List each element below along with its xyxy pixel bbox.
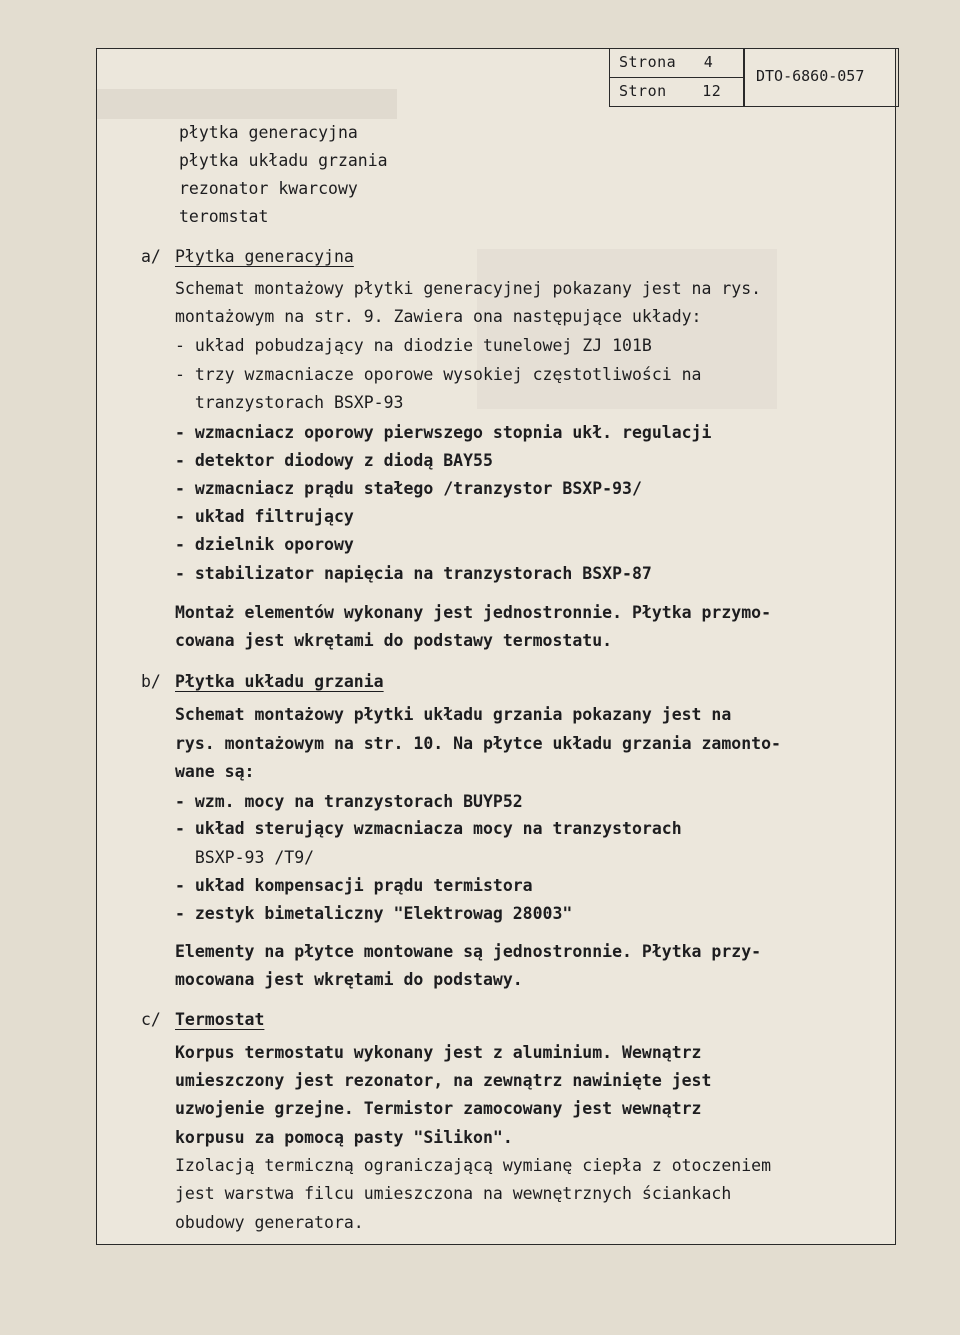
page-number: 4 xyxy=(703,53,714,71)
list-item: - detektor diodowy z diodą BAY55 xyxy=(175,451,493,470)
paragraph-line: cowana jest wkrętami do podstawy termostatu. xyxy=(175,631,613,650)
doc-code-box xyxy=(743,48,899,107)
paragraph-line: obudowy generatora. xyxy=(175,1213,364,1232)
intro-item: rezonator kwarcowy xyxy=(179,179,358,198)
document-page xyxy=(96,48,896,1245)
list-item: - wzm. mocy na tranzystorach BUYP52 xyxy=(175,792,523,811)
list-item: - zestyk bimetaliczny "Elektrowag 28003" xyxy=(175,904,573,923)
list-item: tranzystorach BSXP-93 xyxy=(175,393,404,412)
paragraph-line: rys. montażowym na str. 10. Na płytce układu grzania zamonto- xyxy=(175,734,781,753)
list-item: - układ kompensacji prądu termistora xyxy=(175,876,533,895)
section-b-title: Płytka układu grzania xyxy=(175,672,384,691)
list-item: - wzmacniacz prądu stałego /tranzystor BSXP-93/ xyxy=(175,479,642,498)
paragraph-line: jest warstwa filcu umieszczona na wewnętrznych ściankach xyxy=(175,1184,732,1203)
intro-item: płytka układu grzania xyxy=(179,151,388,170)
paragraph-line: Schemat montażowy płytki generacyjnej pokazany jest na rys. xyxy=(175,279,762,298)
total-label: Stron xyxy=(619,82,667,100)
list-item: - układ sterujący wzmacniacza mocy na tranzystorach xyxy=(175,819,682,838)
section-c-title: Termostat xyxy=(175,1010,265,1029)
paragraph-line: uzwojenie grzejne. Termistor zamocowany jest wewnątrz xyxy=(175,1099,702,1118)
list-item: - dzielnik oporowy xyxy=(175,535,354,554)
page-number-box xyxy=(609,48,745,78)
bleed-through-mark xyxy=(97,89,397,119)
paragraph-line: wane są: xyxy=(175,762,255,781)
list-item: - układ pobudzający na diodzie tunelowej ZJ 101B xyxy=(175,336,652,355)
list-item: - stabilizator napięcia na tranzystorach BSXP-87 xyxy=(175,564,652,583)
total-pages-box xyxy=(609,77,745,107)
page-label: Strona xyxy=(619,53,677,71)
paragraph-line: Izolacją termiczną ograniczającą wymianę ciepła z otoczeniem xyxy=(175,1156,772,1175)
list-item: - wzmacniacz oporowy pierwszego stopnia ukł. regulacji xyxy=(175,423,712,442)
total-number: 12 xyxy=(702,82,722,100)
paragraph-line: korpusu za pomocą pasty "Silikon". xyxy=(175,1128,513,1147)
intro-item: teromstat xyxy=(179,207,269,226)
paragraph-line: Montaż elementów wykonany jest jednostronnie. Płytka przymo- xyxy=(175,603,772,622)
bleed-through-mark xyxy=(477,249,777,409)
paragraph-line: montażowym na str. 9. Zawiera ona następujące układy: xyxy=(175,307,702,326)
paragraph-line: Korpus termostatu wykonany jest z aluminium. Wewnątrz xyxy=(175,1043,702,1062)
paragraph-line: Schemat montażowy płytki układu grzania pokazany jest na xyxy=(175,705,732,724)
doc-code: DTO-6860-057 xyxy=(756,67,865,85)
section-b-marker: b/ xyxy=(141,672,161,691)
section-c-marker: c/ xyxy=(141,1010,161,1029)
list-item: - układ filtrujący xyxy=(175,507,354,526)
list-item: - trzy wzmacniacze oporowe wysokiej częstotliwości na xyxy=(175,365,702,384)
paragraph-line: umieszczony jest rezonator, na zewnątrz nawinięte jest xyxy=(175,1071,712,1090)
paragraph-line: Elementy na płytce montowane są jednostronnie. Płytka przy- xyxy=(175,942,762,961)
section-a-marker: a/ xyxy=(141,247,161,266)
list-item: BSXP-93 /T9/ xyxy=(175,848,315,867)
intro-item: płytka generacyjna xyxy=(179,123,358,142)
paragraph-line: mocowana jest wkrętami do podstawy. xyxy=(175,970,523,989)
section-a-title: Płytka generacyjna xyxy=(175,247,354,266)
